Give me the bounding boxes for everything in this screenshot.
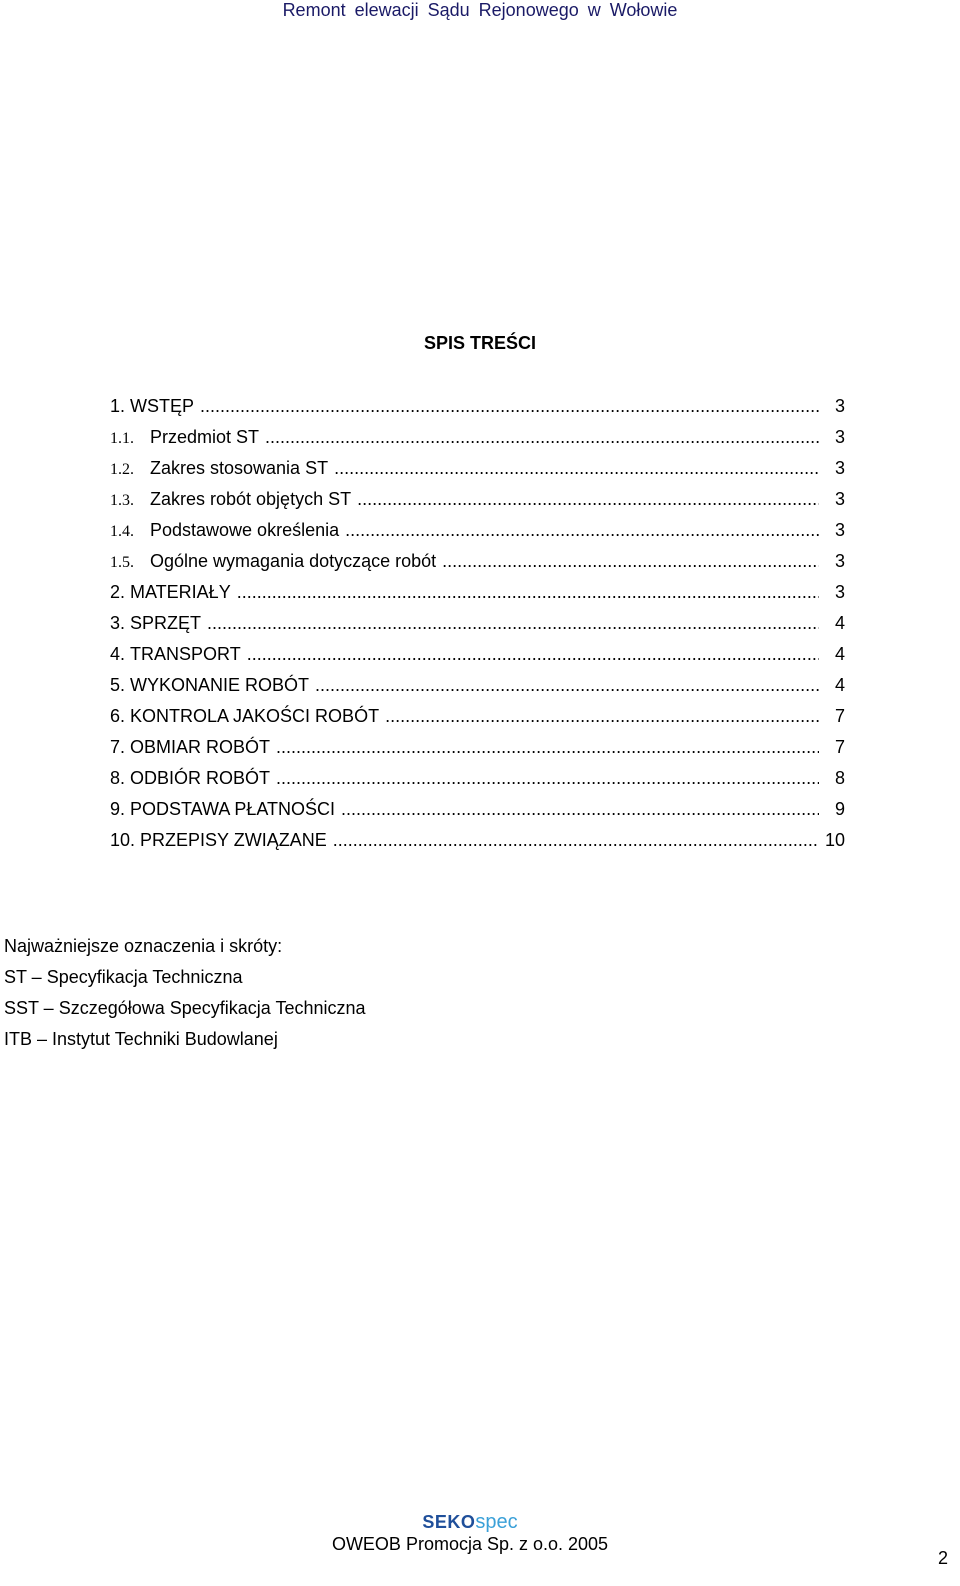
toc-entry[interactable] — [110, 550, 845, 581]
toc-entry[interactable] — [110, 581, 845, 612]
toc-entry[interactable] — [110, 457, 845, 488]
toc-entry-page: 7 — [834, 706, 845, 726]
toc-entry[interactable] — [110, 705, 845, 736]
toc-entry-label: Podstawowe określenia — [150, 520, 340, 540]
toc-dot-leader — [315, 674, 819, 696]
toc-entry-number: 1.1. — [110, 430, 134, 447]
toc-entry-page: 4 — [834, 644, 845, 664]
toc-dot-leader — [276, 736, 819, 758]
toc-entry-number: 4. — [110, 644, 126, 664]
toc-entry-label: ODBIÓR ROBÓT — [130, 768, 271, 788]
toc-entry[interactable] — [110, 829, 845, 860]
toc-dot-leader — [333, 829, 819, 851]
toc-entry[interactable] — [110, 612, 845, 643]
toc-entry-label: WSTĘP — [130, 396, 195, 416]
toc-entry-page: 4 — [834, 613, 845, 633]
toc-dot-leader — [345, 519, 819, 541]
toc-entry-label: PODSTAWA PŁATNOŚCI — [130, 799, 336, 819]
logo-text-spec: spec — [475, 1511, 518, 1533]
toc-entry-label: SPRZĘT — [130, 613, 202, 633]
toc-entry-page: 3 — [834, 427, 845, 447]
logo-text-seko: SEKO — [422, 1512, 476, 1532]
toc-title: SPIS TREŚCI — [423, 333, 537, 353]
toc-entry-number: 2. — [110, 582, 126, 602]
toc-entry-page: 3 — [834, 520, 845, 540]
toc-entry[interactable] — [110, 643, 845, 674]
abbreviations-heading: Najważniejsze oznaczenia i skróty: — [4, 936, 283, 956]
toc-entry[interactable] — [110, 426, 845, 457]
abbreviation-item: SST – Szczegółowa Specyfikacja Techniczna — [4, 998, 366, 1018]
toc-entry-number: 1.2. — [110, 461, 134, 478]
toc-entry[interactable] — [110, 488, 845, 519]
toc-entry-number: 1.4. — [110, 523, 134, 540]
toc-entry-label: Zakres stosowania ST — [150, 458, 329, 478]
toc-entry-page: 8 — [834, 768, 845, 788]
toc-entry-label: TRANSPORT — [130, 644, 241, 664]
toc-dot-leader — [357, 488, 819, 510]
toc-entry-number: 1.5. — [110, 554, 134, 571]
toc-dot-leader — [334, 457, 819, 479]
toc-entry-page: 4 — [834, 675, 845, 695]
toc-entry-page: 9 — [834, 799, 845, 819]
toc-entry-label: Zakres robót objętych ST — [150, 489, 352, 509]
toc-entry-number: 10. — [110, 830, 136, 850]
toc-entry-number: 5. — [110, 675, 126, 695]
toc-entry-label: Ogólne wymagania dotyczące robót — [150, 551, 437, 571]
toc-entry-label: KONTROLA JAKOŚCI ROBÓT — [130, 706, 380, 726]
sekospec-logo — [0, 1512, 940, 1532]
toc-entry-page: 7 — [834, 737, 845, 757]
toc-entry-number: 3. — [110, 613, 126, 633]
toc-dot-leader — [265, 426, 819, 448]
toc-entry-number: 6. — [110, 706, 126, 726]
toc-entry[interactable] — [110, 767, 845, 798]
toc-entry-number: 8. — [110, 768, 126, 788]
table-of-contents — [110, 395, 845, 860]
toc-entry[interactable] — [110, 395, 845, 426]
toc-entry-label: OBMIAR ROBÓT — [130, 737, 271, 757]
toc-dot-leader — [442, 550, 819, 572]
toc-dot-leader — [341, 798, 819, 820]
toc-entry-page: 3 — [834, 489, 845, 509]
abbreviation-item: ITB – Instytut Techniki Budowlanej — [4, 1029, 278, 1049]
page-number: 2 — [938, 1548, 949, 1568]
footer-company: OWEOB Promocja Sp. z o.o. 2005 — [331, 1534, 609, 1554]
toc-entry-label: WYKONANIE ROBÓT — [130, 675, 310, 695]
toc-entry[interactable] — [110, 798, 845, 829]
toc-entry[interactable] — [110, 736, 845, 767]
toc-dot-leader — [237, 581, 819, 603]
toc-entry[interactable] — [110, 519, 845, 550]
toc-entry-label: Przedmiot ST — [150, 427, 260, 447]
running-header: Remont elewacji Sądu Rejonowego w Wołowie — [282, 0, 678, 20]
toc-entry-page: 3 — [834, 458, 845, 478]
abbreviations-section — [4, 931, 366, 1055]
toc-entry-number: 7. — [110, 737, 126, 757]
toc-dot-leader — [207, 612, 819, 634]
toc-entry-number: 1. — [110, 396, 126, 416]
toc-dot-leader — [385, 705, 819, 727]
toc-entry-page: 3 — [834, 582, 845, 602]
toc-entry-page: 3 — [834, 396, 845, 416]
toc-dot-leader — [200, 395, 819, 417]
toc-entry-label: PRZEPISY ZWIĄZANE — [140, 830, 327, 850]
toc-entry[interactable] — [110, 674, 845, 705]
toc-entry-page: 10 — [824, 830, 845, 850]
toc-dot-leader — [247, 643, 819, 665]
toc-entry-number: 9. — [110, 799, 126, 819]
abbreviation-item: ST – Specyfikacja Techniczna — [4, 967, 243, 987]
toc-entry-number: 1.3. — [110, 492, 134, 509]
toc-entry-label: MATERIAŁY — [130, 582, 231, 602]
toc-dot-leader — [276, 767, 819, 789]
toc-entry-page: 3 — [834, 551, 845, 571]
